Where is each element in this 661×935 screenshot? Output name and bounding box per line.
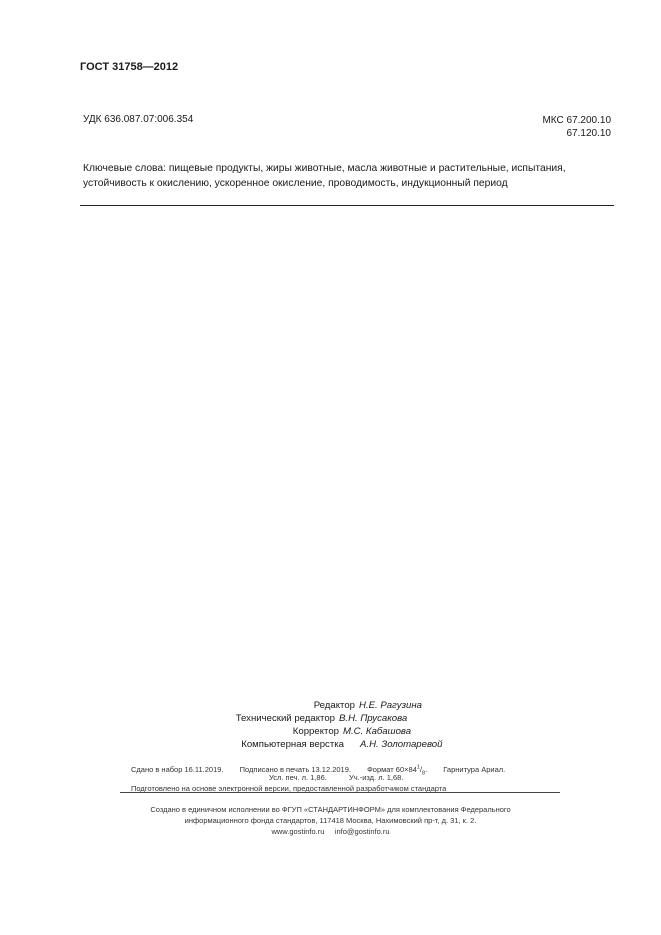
footer-divider (120, 792, 560, 793)
credit-name: В.Н. Прусакова (339, 713, 408, 724)
typeface: Гарнитура Ариал. (443, 764, 506, 774)
paper-format: Формат $60\times 84^1/_8$. (367, 764, 428, 776)
credits-block (0, 699, 661, 751)
signed-date: Подписано в печать 13.12.2019. (239, 764, 351, 774)
credit-label: Технический редактор (235, 713, 335, 724)
publisher-sheets: Уч.-изд. л. 1,68. (348, 773, 404, 782)
udc-code: УДК 636.087.07:006.354 (83, 114, 194, 125)
credit-proofreader (0, 725, 661, 738)
credit-label: Редактор (313, 700, 355, 711)
prepared-note: Подготовлено на основе электронной версии, предоставленной разработчиком стандарта (131, 784, 447, 793)
keywords-paragraph: Ключевые слова: пищевые продукты, жиры животные, масла животные и растительные, испытания, устойчивость к окислению, ускоренное окисление, проводимость, индукционный период (83, 163, 566, 189)
footer-contacts (0, 826, 661, 837)
credit-label: Корректор (292, 726, 339, 737)
print-sheets: Усл. печ. л. 1,86. (269, 773, 327, 782)
footer-line-1: Создано в единичном исполнении во ФГУП «СТАНДАРТИНФОРМ» для комплектования Федерального (150, 805, 511, 814)
credit-name: М.С. Кабашова (343, 726, 412, 737)
footer-line-2: информационного фонда стандартов, 117418 Москва, Нахимовский пр-т, д. 31, к. 2. (184, 816, 477, 825)
credit-label: Компьютерная верстка (241, 739, 344, 750)
submitted-date: Сдано в набор 16.11.2019. (131, 764, 224, 774)
divider-line (80, 205, 614, 206)
format-denominator: 8 (422, 770, 426, 776)
publication-line-2 (269, 773, 423, 782)
format-prefix: Формат 60×84 (367, 764, 417, 774)
mks-code-1: МКС 67.200.10 (542, 115, 611, 126)
credit-editor (0, 699, 661, 712)
format-numerator: 1 (416, 764, 420, 770)
credit-layout (0, 738, 661, 751)
credit-name: Н.Е. Рагузина (359, 700, 422, 711)
website-link[interactable]: www.gostinfo.ru (271, 827, 325, 836)
mks-codes (542, 114, 611, 140)
credit-name: А.Н. Золотаревой (360, 739, 443, 750)
mks-code-2: 67.120.10 (566, 128, 611, 139)
credit-tech-editor (0, 712, 661, 725)
document-title: ГОСТ 31758—2012 (80, 61, 179, 73)
email-link[interactable]: info@gostinfo.ru (334, 827, 390, 836)
footer-block (0, 804, 661, 837)
